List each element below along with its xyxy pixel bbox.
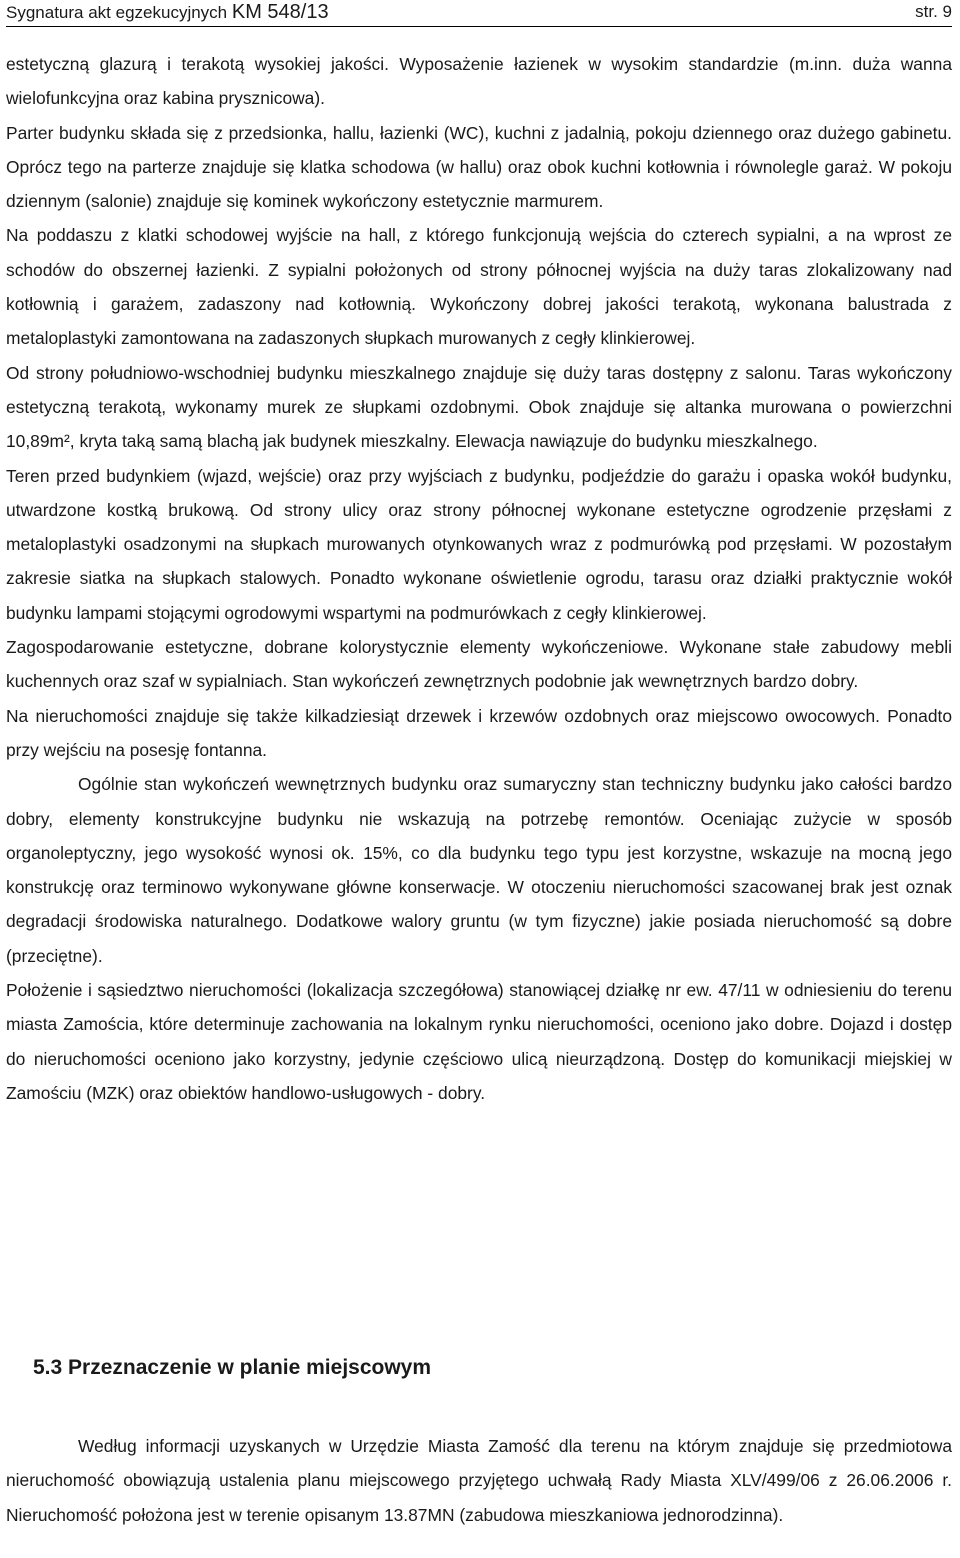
- case-signature: [6, 0, 329, 25]
- page-number: str. 9: [915, 2, 952, 21]
- page-header: [6, 0, 952, 27]
- paragraph-location: Położenie i sąsiedztwo nieruchomości (lokalizacja szczegółowa) stanowiącej działkę nr ew. 47/11 w odniesieniu do terenu miasta Zamościa, które determinuje zachowania na lokalnym rynku nieruchomości, oceniono jako dobre. Dojazd i dostęp do nieruchomości oceniono jako korzystny, jedynie częściowo ulicą nieurządzoną. Dostęp do komunikacji miejskiej w Zamościu (MZK) oraz obiektów handlowo-usługowych - dobry.: [6, 980, 952, 1103]
- paragraph-terrace: Od strony południowo-wschodniej budynku mieszkalnego znajduje się duży taras dostępny z salonu. Taras wykończony estetyczną terakotą, wykonamy murek ze słupkami ozdobnymi. Obok znajduje się altanka murowana o powierzchni 10,89m², kryta taką samą blachą jak budynek mieszkalny. Elewacja nawiązuje do budynku mieszkalnego.: [6, 362, 952, 452]
- paragraph-ground-floor: Parter budynku składa się z przedsionka, hallu, łazienki (WC), kuchni z jadalnią, pokoju dziennego oraz dużego gabinetu. Oprócz tego na parterze znajduje się klatka schodowa (w hallu) oraz obok kuchni kotłownia i równolegle garaż. W pokoju dziennym (salonie) znajduje się kominek wykończony estetycznie marmurem.: [6, 122, 952, 212]
- paragraph-bathroom-finish: estetyczną glazurą i terakotą wysokiej jakości. Wyposażenie łazienek w wysokim standardzie (m.inn. duża wanna wielofunkcyjna oraz kabina prysznicowa).: [6, 54, 952, 109]
- section-body: [6, 1429, 952, 1532]
- paragraph-surroundings: Teren przed budynkiem (wjazd, wejście) oraz przy wyjściach z budynku, podjeździe do garażu i opaska wokół budynku, utwardzone kostką brukową. Od strony ulicy oraz strony północnej wykonane estetyczne ogrodzenie przęsłami z metaloplastyki osadzonymi na słupkach murowanych otynkowanych wraz z podmurówką pod przęsłami. W pozostałym zakresie siatka na słupkach stalowych. Ponadto wykonane oświetlenie ogrodu, tarasu oraz działki praktycznie wokół budynku lampami stojącymi ogrodowymi wspartymi na podmurówkach z cegły klinkierowej.: [6, 465, 952, 623]
- signature-prefix: Sygnatura akt egzekucyjnych: [6, 3, 228, 22]
- section-number: 5.3: [33, 1356, 63, 1379]
- paragraph-general-condition: Ogólnie stan wykończeń wewnętrznych budynku oraz sumaryczny stan techniczny budynku jako całości bardzo dobry, elementy konstrukcyjne budynku nie wskazują na potrzebę remontów. Oceniając zużycie w sposób organoleptyczny, jego wysokość wynosi ok. 15%, co dla budynku tego typu jest korzystne, wskazuje na mocną jego konstrukcję oraz terminowo wykonywane główne konserwacje. W otoczeniu nieruchomości szacowanej brak jest oznak degradacji środowiska naturalnego. Dodatkowe walory gruntu (w tym fizyczne) jakie posiada nieruchomość są dobre (przeciętne).: [6, 774, 952, 966]
- signature-number: KM 548/13: [231, 1, 329, 23]
- paragraph-attic: Na poddaszu z klatki schodowej wyjście na hall, z którego funkcjonują wejścia do czterech sypialni, a na wprost ze schodów do obszernej łazienki. Z sypialni położonych od strony północnej wyjścia na duży taras zlokalizowany nad kotłownią i garażem, zadaszony nad kotłownią. Wykończony dobrej jakości terakotą, wykonana balustrada z metaloplastyki zamontowana na zadaszonych słupkach murowanych z cegły klinkierowej.: [6, 225, 952, 349]
- section-heading: [33, 1353, 431, 1383]
- paragraph-zoning-plan: Według informacji uzyskanych w Urzędzie Miasta Zamość dla terenu na którym znajduje się przedmiotowa nieruchomość obowiązują ustalenia planu miejscowego przyjętego uchwałą Rady Miasta XLV/499/06 z 26.06.2006 r. Nieruchomość położona jest w terenie opisanym 13.87MN (zabudowa mieszkaniowa jednorodzinna).: [6, 1436, 952, 1525]
- section-title: Przeznaczenie w planie miejscowym: [68, 1356, 432, 1379]
- paragraph-trees: Na nieruchomości znajduje się także kilkadziesiąt drzewek i krzewów ozdobnych oraz miejscowo owocowych. Ponadto przy wejściu na posesję fontanna.: [6, 705, 952, 760]
- document-body: [6, 47, 952, 1110]
- paragraph-development: Zagospodarowanie estetyczne, dobrane kolorystycznie elementy wykończeniowe. Wykonane stałe zabudowy mebli kuchennych oraz szaf w sypialniach. Stan wykończeń zewnętrznych podobnie jak wewnętrznych bardzo dobry.: [6, 637, 952, 692]
